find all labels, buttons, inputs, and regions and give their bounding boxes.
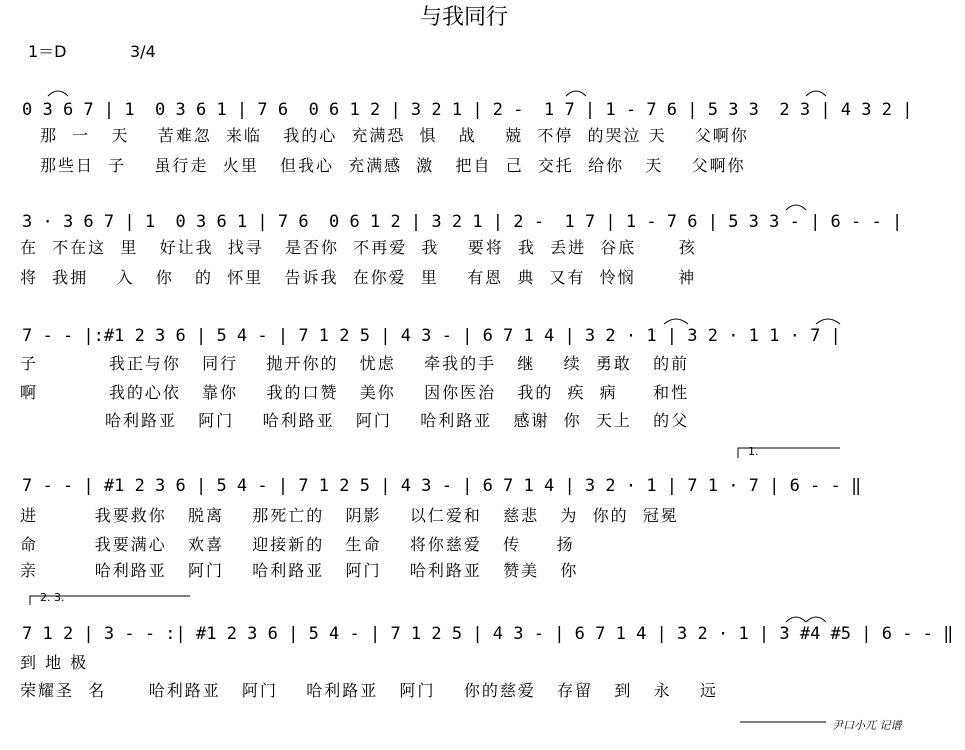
system-4-lyric-2: 命 我要满心 欢喜 迎接新的 生命 将你慈爱 传 扬 (20, 535, 575, 554)
system-3-lyric-3: 哈利路亚 阿门 哈利路亚 阿门 哈利路亚 感谢 你 天上 的父 (20, 411, 690, 430)
system-5-lyric-1: 到 地 极 (20, 653, 89, 672)
system-3-notes: 7 - - |:#1 2 3 6 | 5 4 - | 7 1 2 5 | 4 3 - | 6 7 1 4 | 3 2 · 1 | 3 2 · 1 1 · 7 | (22, 326, 841, 346)
system-5-notes: 7 1 2 | 3 - - :| #1 2 3 6 | 5 4 - | 7 1 2 5 | 4 3 - | 6 7 1 4 | 3 2 · 1 | 3 #4 #5 | 6 - - ‖ (22, 624, 954, 644)
tie-arc (806, 617, 826, 622)
system-4-lyric-1: 进 我要救你 脱离 那死亡的 阴影 以仁爱和 慈悲 为 你的 冠冕 (20, 506, 679, 525)
system-4-notes: 7 - - | #1 2 3 6 | 5 4 - | 7 1 2 5 | 4 3 - | 6 7 1 4 | 3 2 · 1 | 7 1 · 7 | 6 - - ‖ (22, 476, 862, 496)
key-signature: 1＝D (28, 42, 67, 61)
tie-arc (786, 617, 806, 622)
tie-arc (786, 205, 806, 210)
system-4-lyric-3: 亲 哈利路亚 阿门 哈利路亚 阿门 哈利路亚 赞美 你 (20, 561, 579, 580)
time-signature: 3/4 (130, 42, 156, 61)
system-3-lyric-2: 啊 我的心依 靠你 我的口赞 美你 因你医治 我的 疾 病 和性 (20, 383, 690, 402)
tie-arc (566, 91, 586, 96)
tie-arc (816, 319, 840, 324)
system-5-lyric-2: 荣耀圣 名 哈利路亚 阿门 哈利路亚 阿门 你的慈爱 存留 到 永 远 (20, 681, 719, 700)
volta-2-label: 2. 3. (40, 591, 65, 604)
system-1-notes: 0 3 6 7 | 1 0 3 6 1 | 7 6 0 6 1 2 | 3 2 1 | 2 - 1 7 | 1 - 7 6 | 5 3 3 2 3 | 4 3 2 | (22, 100, 913, 120)
system-1-lyric-2: 那些日 子 虽行走 火里 但我心 充满感 激 把自 己 交托 给你 天 父啊你 (40, 156, 746, 175)
volta-1-label: 1. (748, 445, 759, 458)
song-title: 与我同行 (420, 5, 509, 30)
volta-bracket (30, 596, 190, 605)
tie-arc (806, 91, 826, 96)
volta-bracket (738, 445, 840, 458)
transcriber-credit: 尹口小兀 记谱 (832, 719, 902, 732)
system-3-lyric-1: 子 我正与你 同行 抛开你的 忧虑 牵我的手 继 续 勇敢 的前 (20, 354, 690, 373)
system-1-lyric-1: 那 一 天 苦难忽 来临 我的心 充满恐 惧 战 兢 不停 的哭泣 天 父啊你 (40, 126, 749, 145)
system-2-lyric-1: 在 不在这 里 好让我 找寻 是否你 不再爱 我 要将 我 丢进 谷底 孩 (20, 238, 697, 257)
tie-arc (664, 319, 688, 324)
tie-arc (48, 91, 68, 96)
system-2-notes: 3 · 3 6 7 | 1 0 3 6 1 | 7 6 0 6 1 2 | 3 2 1 | 2 - 1 7 | 1 - 7 6 | 5 3 3 - | 6 - - | (22, 212, 903, 232)
system-2-lyric-2: 将 我拥 入 你 的 怀里 告诉我 在你爱 里 有恩 典 又有 怜悯 神 (20, 268, 697, 287)
